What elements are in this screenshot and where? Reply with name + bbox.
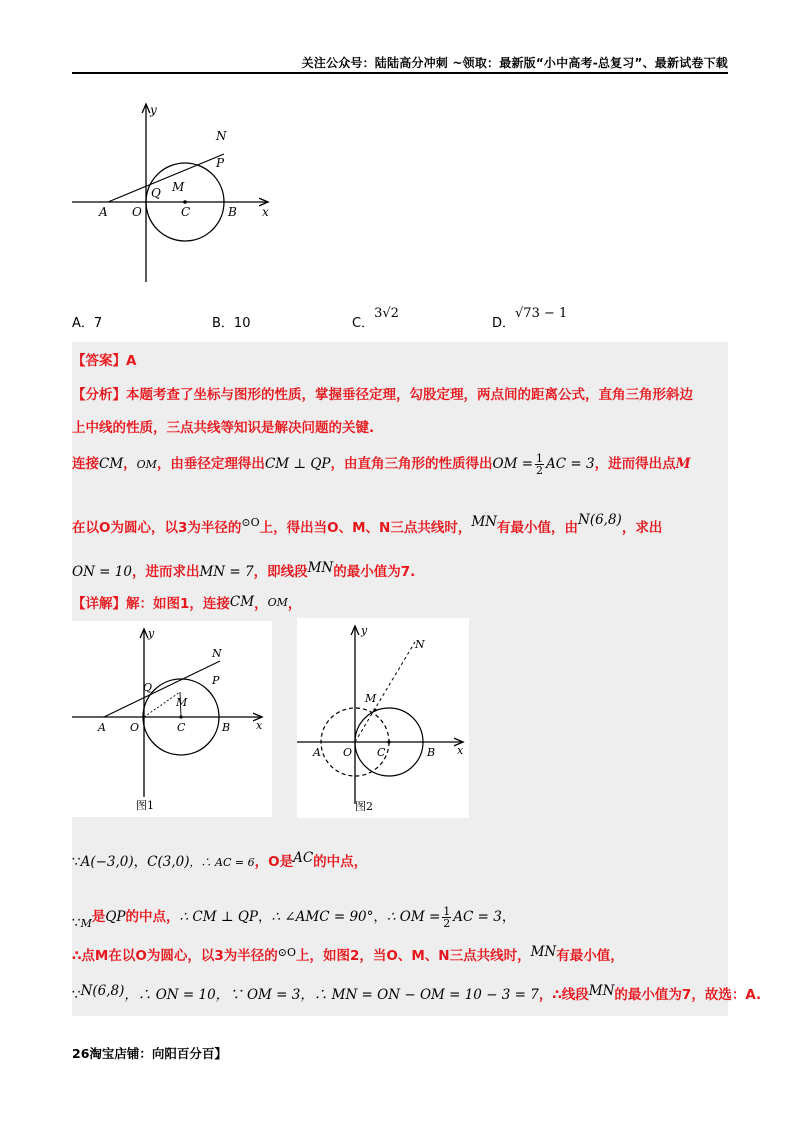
svg-text:C: C <box>377 746 386 759</box>
svg-text:P: P <box>212 674 220 687</box>
svg-text:A: A <box>313 746 321 759</box>
svg-text:y: y <box>148 627 155 640</box>
figure-2 <box>297 618 469 818</box>
svg-text:N: N <box>415 638 425 651</box>
svg-text:x: x <box>457 744 464 757</box>
svg-text:M: M <box>172 180 185 194</box>
answer-title: 【答案】A <box>72 353 137 369</box>
svg-text:M: M <box>365 692 377 705</box>
detail-line-1: 【详解】解：如图1，连接CM，OM， <box>72 594 302 612</box>
svg-text:x: x <box>262 205 269 219</box>
svg-text:x: x <box>256 719 263 732</box>
svg-text:A: A <box>98 721 106 734</box>
answer-choices <box>0 308 800 336</box>
choice-a: A．7 <box>72 316 103 331</box>
choice-c: C．3√2 <box>352 306 399 331</box>
svg-text:y: y <box>150 103 157 117</box>
svg-text:B: B <box>427 746 436 759</box>
choice-d: D．√73 − 1 <box>492 306 568 331</box>
detail-step-2: $\because_M$是QP的中点，∴ CM ⊥ QP，∴ ∠AMC = 90°，∴ OM = $\frac{1}{2}$ AC = 3， <box>72 904 516 931</box>
analysis-line-4: 在以O为圆心，以3为半径的$^{⊙O}$上，得出当O、M、N三点共线时，MN有最小值，由N(6,8)，求出 <box>72 512 663 536</box>
svg-text:C: C <box>177 721 186 734</box>
svg-text:Q: Q <box>151 186 161 200</box>
svg-text:N: N <box>212 647 222 660</box>
analysis-line-1: 【分析】本题考查了坐标与图形的性质，掌握垂径定理，勾股定理，两点间的距离公式，直角三角形斜边 <box>72 387 693 403</box>
page-footer: 26淘宝店铺：向阳百分百】 <box>72 1046 227 1061</box>
analysis-line-2: 上中线的性质，三点共线等知识是解决问题的关键. <box>72 420 375 436</box>
detail-step-4: ∵N(6,8)，∴ ON = 10，∵ OM = 3，∴ MN = ON − OM = 10 − 3 = 7，∴线段MN的最小值为7，故选：A. <box>72 983 762 1003</box>
svg-text:C: C <box>181 205 191 219</box>
analysis-line-5: ON = 10，进而求出MN = 7，即线段MN的最小值为7. <box>72 560 416 580</box>
svg-text:y: y <box>361 624 368 637</box>
svg-text:A: A <box>99 205 108 219</box>
svg-text:P: P <box>216 156 225 170</box>
svg-text:N: N <box>216 129 227 143</box>
detail-step-1: ∵A(−3,0)，C(3,0)，∴ AC = 6，O是AC的中点， <box>72 850 368 870</box>
svg-text:M: M <box>176 696 188 709</box>
line-an <box>108 154 224 202</box>
header-divider <box>72 72 728 74</box>
question-figure <box>72 96 282 286</box>
page-header: 关注公众号：陆陆高分冲刺 ~领取：最新版“小中高考-总复习”、最新试卷下载 <box>301 56 728 70</box>
figure-1 <box>72 621 272 817</box>
detail-step-3: ∴点M在以O为圆心，以3为半径的$^{⊙O}$上，如图2，当O、M、N三点共线时，MN有最小值， <box>72 944 624 964</box>
svg-text:图1: 图1 <box>136 799 154 812</box>
analysis-line-3: 连接CM，OM，由垂径定理得出CM ⊥ QP，由直角三角形的性质得出OM = $\frac{1}{2}$ AC = 3，进而得出点M <box>72 451 691 477</box>
choice-b: B．10 <box>212 316 251 331</box>
svg-text:图2: 图2 <box>355 800 373 813</box>
svg-text:O: O <box>132 205 142 219</box>
svg-text:B: B <box>228 205 237 219</box>
svg-text:O: O <box>343 746 353 759</box>
svg-text:B: B <box>222 721 231 734</box>
svg-text:O: O <box>130 721 140 734</box>
svg-text:Q: Q <box>143 681 153 694</box>
